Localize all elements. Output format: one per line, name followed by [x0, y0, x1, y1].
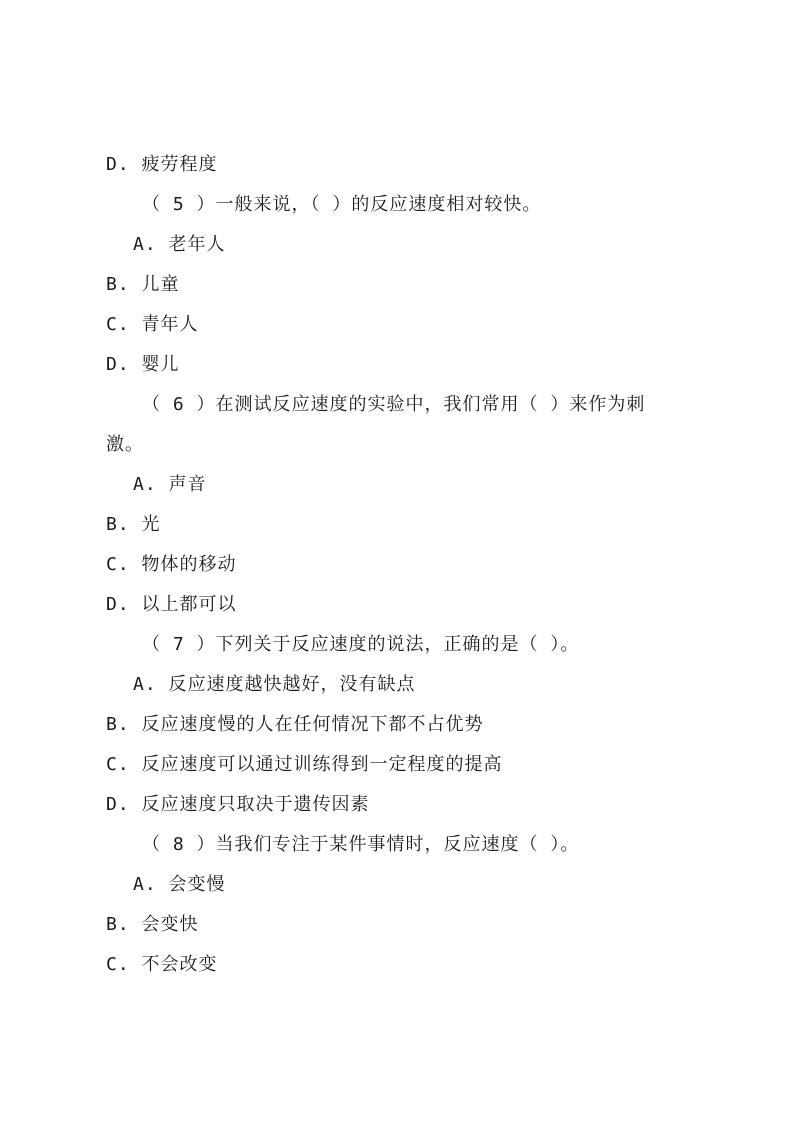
option-a-q7: A. 反应速度越快越好，没有缺点	[133, 674, 416, 695]
question-8: （ 8 ）当我们专注于某件事情时，反应速度（ ）。	[142, 834, 580, 855]
option-b-q6: B. 光	[106, 514, 161, 535]
option-d-q5: D. 婴儿	[106, 354, 180, 375]
option-c-q8: C. 不会改变	[106, 954, 218, 975]
option-c-q5: C. 青年人	[106, 314, 199, 335]
option-b-q7: B. 反应速度慢的人在任何情况下都不占优势	[106, 714, 484, 735]
option-d-q6: D. 以上都可以	[106, 594, 237, 615]
option-c-q7: C. 反应速度可以通过训练得到一定程度的提高	[106, 754, 503, 775]
option-a-q5: A. 老年人	[133, 234, 226, 255]
option-a-q6: A. 声音	[133, 474, 207, 495]
option-b-q5: B. 儿童	[106, 274, 180, 295]
option-d-q7: D. 反应速度只取决于遗传因素	[106, 794, 370, 815]
option-a-q8: A. 会变慢	[133, 874, 226, 895]
question-6-continued: 激。	[106, 434, 144, 455]
question-7: （ 7 ）下列关于反应速度的说法，正确的是（ ）。	[142, 634, 580, 655]
option-d-q4: D. 疲劳程度	[106, 154, 218, 175]
question-5: （ 5 ）一般来说，（ ）的反应速度相对较快。	[142, 194, 542, 215]
option-c-q6: C. 物体的移动	[106, 554, 237, 575]
question-6: （ 6 ）在测试反应速度的实验中，我们常用（ ）来作为刺	[142, 394, 646, 415]
option-b-q8: B. 会变快	[106, 914, 199, 935]
